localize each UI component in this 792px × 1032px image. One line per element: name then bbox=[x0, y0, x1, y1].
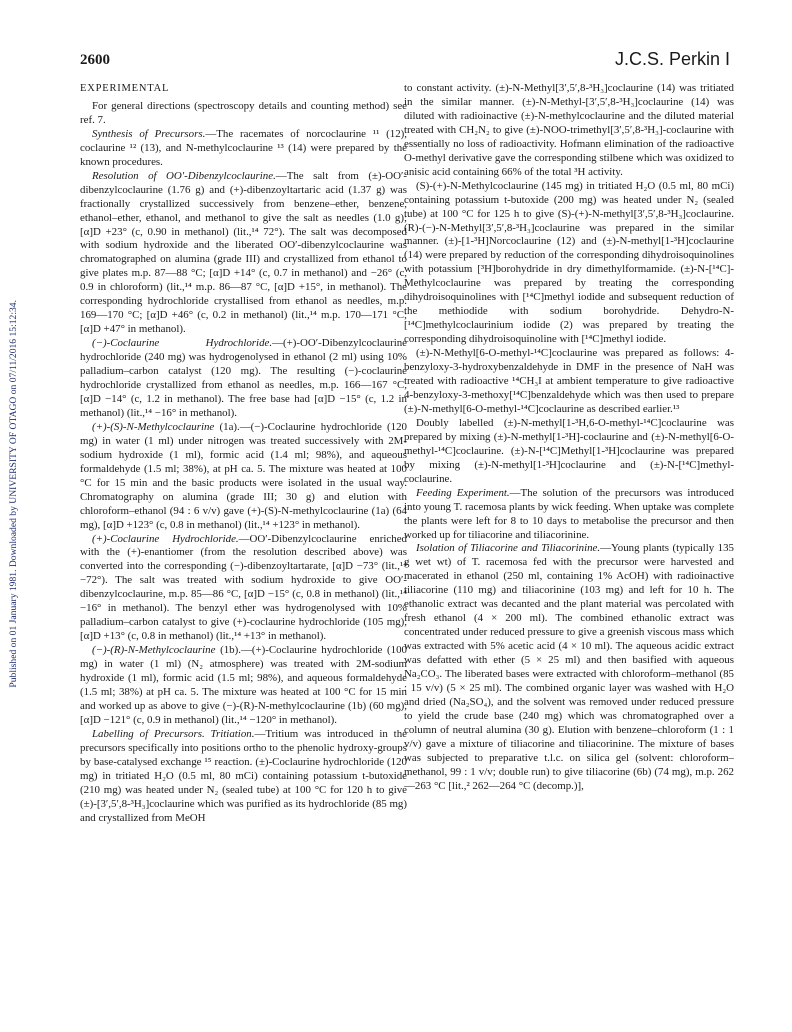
paragraph bbox=[80, 728, 407, 826]
left-column bbox=[80, 82, 407, 826]
paragraph bbox=[80, 533, 407, 645]
paragraph bbox=[404, 347, 734, 417]
paragraph-text: —(+)-OO′-Dibenzylcoclaurine hydrochloride (240 mg) was hydrogenolysed in ethanol (2 ml) using 10% palladium–carbon catalyst (120 mg). The resulting (−)-coclaurine hydrochloride crystallized from ethanol as needles, m.p. 166—167 °C, [α]D −14° (c, 1.2 in methanol). The free base had [α]D −15° (c, 1.2 in methanol) (lit.,¹⁴ −16° in methanol). bbox=[80, 337, 407, 419]
paragraph-heading: Resolution of OO′-Dibenzylcoclaurine. bbox=[92, 169, 276, 182]
paragraph-text: (1b).—(+)-Coclaurine hydrochloride (100 mg) in water (1 ml) (N₂ atmosphere) was treated with 2M-sodium hydroxide (1 ml), formic acid (1.5 ml; 98%), and aqueous formaldehyde (1.5 ml; 38%) at pH ca. 5. The mixture was heated at 100 °C for 15 min and worked up as above to give (−)-(R)-N-methylcoclaurine (1b) (60 mg), [α]D −121° (c, 0.9 in methanol) (lit.,¹⁴ −120° in methanol). bbox=[80, 644, 407, 726]
paragraph-heading: (+)-Coclaurine Hydrochloride. bbox=[92, 532, 239, 545]
paragraph-heading: Isolation of Tiliacorine and Tiliacorinine. bbox=[416, 542, 601, 555]
journal-name: J.C.S. Perkin I bbox=[614, 49, 730, 69]
paragraph-text: (±)-N-Methyl[6-O-methyl-¹⁴C]coclaurine was prepared as follows: 4-benzyloxy-3-hydroxybenzaldehyde in DMF in the presence of NaH was treated with radioactive ¹⁴CH₃I at ambient temperature to give radioactive 4-benzyloxy-3-methoxy[¹⁴C]benzaldehyde which was then used to prepare (±)-N-methyl[6-O-methyl-¹⁴C]coclaurine as described earlier.¹³ bbox=[404, 347, 734, 415]
paragraph bbox=[404, 417, 734, 487]
right-paragraphs bbox=[404, 82, 734, 794]
paragraph-text: —Tritium was introduced in the precursors specifically into positions ortho to the phenolic hydroxy-groups by base-catalysed exchange ¹⁵ reaction. (±)-Coclaurine hydrochloride (120 mg) in tritiated H₂O (0.5 ml, 80 mCi) containing potassium t-butoxide (210 mg) was heated under N₂ (sealed tube) at 100 °C for 120 h to give (±)-[3′,5′,8-³H₃]coclaurine which was purified as its hydrochloride (85 mg) and crystallized from MeOH bbox=[80, 727, 407, 824]
paragraph-heading: Labelling of Precursors. Tritiation. bbox=[92, 727, 255, 740]
paragraph-text: —The salt from (±)-OO′-dibenzylcoclaurine (1.76 g) and (+)-dibenzoyltartaric acid (1.37 g) was fractionally crystallized successively from benzene–ether, benzene, ethanol–ether, ethanol, and methanol to give the salt as needles (1.0 g); [α]D +23° (c, 0.90 in methanol) (lit.,¹⁴ 72°). The salt was decomposed with sodium hydroxide and the liberated OO′-dibenzylcoclaurine was chromatographed on alumina (grade III) and crystallized from ethanol to give plates m.p. 87—88 °C; [α]D +14° (c, 0.7 in methanol) and −26° (c, 0.9 in chloroform) (lit.,¹⁴ m.p. 86—87 °C, [α]D +15°, in methanol). The corresponding hydrochloride crystallised from ethanol as needles, m.p. 169—170 °C; [α]D +46° (c, 0.2 in methanol) (lit.,¹⁴ m.p. 170—171 °C; [α]D +47° in methanol). bbox=[80, 169, 407, 336]
paragraph bbox=[404, 82, 734, 180]
left-paragraphs bbox=[80, 100, 407, 826]
paragraph-text: —Young plants (typically 135 g wet wt) of T. racemosa fed with the precursor were harvested and macerated in ethanol (250 ml, containing 1% AcOH) with radioinactive tiliacorine (110 mg) and tiliacorinine (103 mg) and left for 10 h. The ethanolic extract was decanted and the plant material was percolated with fresh ethanol (4 × 200 ml). The combined ethanolic extract was concentrated under reduced pressure to give a greenish viscous mass which was extracted with 5% acetic acid (4 × 10 ml). The aqueous acidic extract was defatted with ether (5 × 25 ml) and then basified with aqueous Na₂CO₃. The liberated bases were extracted with chloroform–methanol (85 : 15 v/v) (5 × 25 ml). The combined organic layer was washed with H₂O and dried (Na₂SO₄), and the solvent was removed under reduced pressure to yield the crude base (240 mg) which was chromatographed over a column of neutral alumina (30 g). Elution with benzene–chloroform (1 : 1 v/v) gave a mixture of tiliacorine and tiliacorinine. The mixture of bases was subjected to preparative t.l.c. on silica gel (solvent: chloroform–methanol, 99 : 1 v/v; double run) to give tiliacorine (6b) (74 mg), m.p. 262—263 °C [lit.,² 262—264 °C (decomp.)], bbox=[404, 542, 734, 792]
paragraph bbox=[80, 421, 407, 533]
paragraph-heading: (+)-(S)-N-Methylcoclaurine bbox=[92, 420, 215, 433]
section-heading: EXPERIMENTAL bbox=[80, 83, 170, 94]
paragraph bbox=[404, 180, 734, 347]
paragraph bbox=[80, 644, 407, 728]
paragraph bbox=[80, 170, 407, 337]
right-column bbox=[404, 82, 734, 794]
paragraph-text: (S)-(+)-N-Methylcoclaurine (145 mg) in tritiated H₂O (0.5 ml, 80 mCi) containing potassium t-butoxide (200 mg) was heated under N₂ (sealed tube) at 100 °C for 125 h to give (S)-(+)-N-methyl[3′,5′,8-³H₃]coclaurine. (R)-(−)-N-Methyl[3′,5′,8-³H₃]coclaurine was prepared in the similar manner. (±)-[1-³H]Norcoclaurine (12) and (±)-N-methyl[1-³H]coclaurine (14) were prepared by reduction of the corresponding dihydroisoquinolines with potassium [³H]borohydride in dry dimethylformamide. (±)-N-[¹⁴C]-Methylcoclaurine was prepared by treating the corresponding dihydroisoquinolines with [¹⁴C]methyl iodide and subsequent reduction of the methiodide with sodium borohydride. Dehydro-N-[¹⁴C]methylcoclaurinium iodide (2) was prepared by treating the corresponding dihydroisoquinoline with [¹⁴C]methyl iodide. bbox=[404, 179, 734, 346]
paragraph-heading: (−)-(R)-N-Methylcoclaurine bbox=[92, 644, 216, 657]
download-notice: Published on 01 January 1981. Downloaded by UNIVERSITY OF OTAGO on 07/11/2016 15:12:34. bbox=[8, 300, 19, 688]
paragraph-text: (1a).—(−)-Coclaurine hydrochloride (120 mg) in water (1 ml) under nitrogen was treated successively with 2M-sodium hydroxide (1 ml), formic acid (1.4 ml; 98%), and aqueous formaldehyde (1.5 ml; 38%), at pH ca. 5. The mixture was heated at 100 °C for 15 min and the basic products were isolated in the usual way. Chromatography on alumina (grade III; 30 g) and elution with chloroform–ethanol (94 : 6 v/v) gave (+)-(S)-N-methylcoclaurine (1a) (64 mg), [α]D +123° (c, 0.8 in methanol) (lit.,¹⁴ +123° in methanol). bbox=[80, 420, 407, 531]
paragraph-heading: Synthesis of Precursors. bbox=[92, 127, 206, 140]
paragraph bbox=[404, 487, 734, 543]
paragraph bbox=[404, 542, 734, 793]
paragraph-heading: (−)-Coclaurine Hydrochloride. bbox=[92, 337, 273, 350]
paragraph-text: to constant activity. (±)-N-Methyl[3′,5′,8-³H₃]coclaurine (14) was tritiated in the similar manner. (±)-N-Methyl-[3′,5′,8-³H₃]coclaurine (14) was diluted with radioinactive (±)-N-methylcoclaurine and the diluted material treated with CH₂N₂ to give (±)-NOO-trimethyl[3′,5′,8-³H₃]-coclaurine with essentially no loss of radioactivity. Hofmann elimination of the radioactive O-methyl derivative gave the corresponding stilbene which was oxidized to anisic acid containing 66% of the total ³H activity. bbox=[404, 82, 734, 178]
paragraph-text: For general directions (spectroscopy details and counting method) see ref. 7. bbox=[80, 99, 407, 126]
paragraph-text: —OO′-Dibenzylcoclaurine enriched with the (+)-enantiomer (from the resolution described above) was converted into the corresponding (−)-dibenzoyltartarate, [α]D −73° (lit.,¹⁴ −72°). The salt was treated with sodium hydroxide to give OO′-dibenzylcoclaurine, m.p. 85—86 °C, [α]D −15° (c, 0.8 in methanol) (lit.,¹⁴ −16° in methanol). The benzyl ether was hydrogenolysed with 10% palladium–carbon catalyst to give (+)-coclaurine hydrochloride (105 mg), [α]D +13° (c, 0.8 in methanol) (lit.,¹⁴ +13° in methanol). bbox=[80, 532, 407, 643]
paragraph-text: Doubly labelled (±)-N-methyl[1-³H,6-O-methyl-¹⁴C]coclaurine was prepared by mixing (±)-N-methyl[1-³H]-coclaurine and (±)-N-methyl[6-O-methyl-¹⁴C]coclaurine. (±)-N-[¹⁴C]Methyl[1-³H]coclaurine was prepared by mixing (±)-N-methyl[1-³H]coclaurine and (±)-N-[¹⁴C]methyl-coclaurine. bbox=[404, 416, 734, 485]
paragraph bbox=[80, 337, 407, 421]
paragraph-text: —The racemates of norcoclaurine ¹¹ (12), coclaurine ¹² (13), and N-methylcoclaurine ¹³ (14) were prepared by the known procedures. bbox=[80, 127, 407, 168]
paragraph-text: —The solution of the precursors was introduced into young T. racemosa plants by wick feeding. When uptake was complete the plants were left for 8 to 10 days to metabolise the precursor and then worked up for tiliacorine and tiliacorinine. bbox=[404, 486, 734, 541]
paragraph bbox=[80, 100, 407, 128]
paragraph bbox=[80, 128, 407, 170]
paragraph-heading: Feeding Experiment. bbox=[416, 486, 510, 499]
page-number: 2600 bbox=[80, 52, 110, 68]
